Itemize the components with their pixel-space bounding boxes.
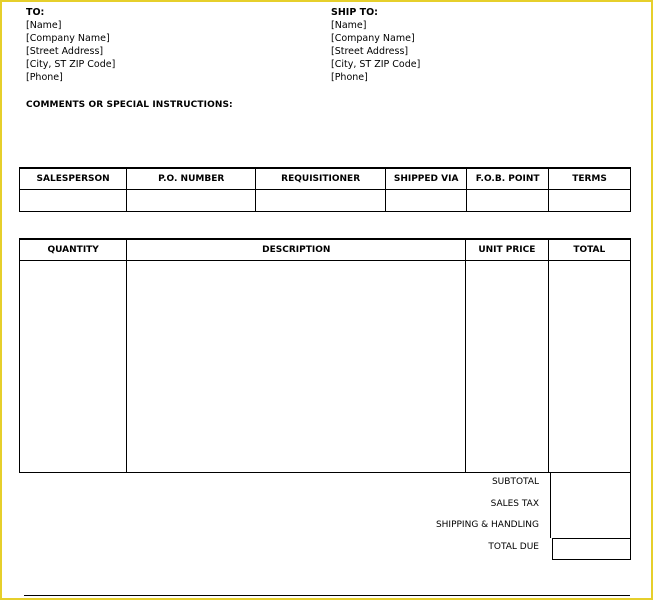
to-company[interactable]: [Company Name] <box>26 33 110 44</box>
quantity-cell[interactable] <box>20 261 127 473</box>
ship-to-company[interactable]: [Company Name] <box>331 33 415 44</box>
salesperson-cell[interactable] <box>20 190 127 212</box>
shipping-label: SHIPPING & HANDLING <box>435 520 539 530</box>
to-heading: TO: <box>26 7 45 18</box>
line-items-header-row <box>20 239 631 261</box>
to-name[interactable]: [Name] <box>26 20 62 31</box>
sales-tax-row <box>362 495 631 517</box>
fob-point-header: F.O.B. POINT <box>467 168 549 190</box>
to-phone[interactable]: [Phone] <box>26 72 63 83</box>
shipped-via-header: SHIPPED VIA <box>386 168 467 190</box>
unit-price-header: UNIT PRICE <box>466 239 548 261</box>
line-items-table <box>19 238 631 473</box>
fob-point-cell[interactable] <box>467 190 549 212</box>
to-address-block <box>26 6 115 84</box>
shipping-value[interactable] <box>550 516 631 538</box>
to-street[interactable]: [Street Address] <box>26 46 104 57</box>
po-number-cell[interactable] <box>127 190 256 212</box>
terms-cell[interactable] <box>549 190 631 212</box>
subtotal-value[interactable] <box>550 473 631 495</box>
sales-tax-value[interactable] <box>550 495 631 517</box>
ship-to-phone[interactable]: [Phone] <box>331 72 368 83</box>
description-cell[interactable] <box>127 261 466 473</box>
subtotal-label: SUBTOTAL <box>491 477 539 487</box>
ship-to-heading: SHIP TO: <box>331 7 378 18</box>
ship-to-name[interactable]: [Name] <box>331 20 367 31</box>
requisitioner-header: REQUISITIONER <box>256 168 386 190</box>
subtotal-row <box>362 473 631 495</box>
quantity-header: QUANTITY <box>20 239 127 261</box>
shipped-via-cell[interactable] <box>386 190 467 212</box>
order-info-value-row <box>20 190 631 212</box>
totals-block <box>362 473 631 559</box>
salesperson-header: SALESPERSON <box>20 168 127 190</box>
total-header: TOTAL <box>548 239 630 261</box>
ship-to-street[interactable]: [Street Address] <box>331 46 409 57</box>
ship-to-address-block <box>331 6 420 84</box>
comments-label: COMMENTS OR SPECIAL INSTRUCTIONS: <box>26 100 233 110</box>
terms-header: TERMS <box>549 168 631 190</box>
description-header: DESCRIPTION <box>127 239 466 261</box>
order-info-header-row <box>20 168 631 190</box>
line-items-body-row <box>20 261 631 473</box>
shipping-row <box>362 516 631 538</box>
total-due-value[interactable] <box>552 538 631 560</box>
to-city[interactable]: [City, ST ZIP Code] <box>26 59 116 70</box>
order-info-table <box>19 167 631 212</box>
total-due-row <box>362 538 631 560</box>
bottom-divider <box>24 595 630 596</box>
total-cell[interactable] <box>548 261 630 473</box>
po-number-header: P.O. NUMBER <box>127 168 256 190</box>
requisitioner-cell[interactable] <box>256 190 386 212</box>
unit-price-cell[interactable] <box>466 261 548 473</box>
total-due-label: TOTAL DUE <box>488 541 539 552</box>
sales-tax-label: SALES TAX <box>490 498 539 509</box>
ship-to-city[interactable]: [City, ST ZIP Code] <box>331 59 421 70</box>
